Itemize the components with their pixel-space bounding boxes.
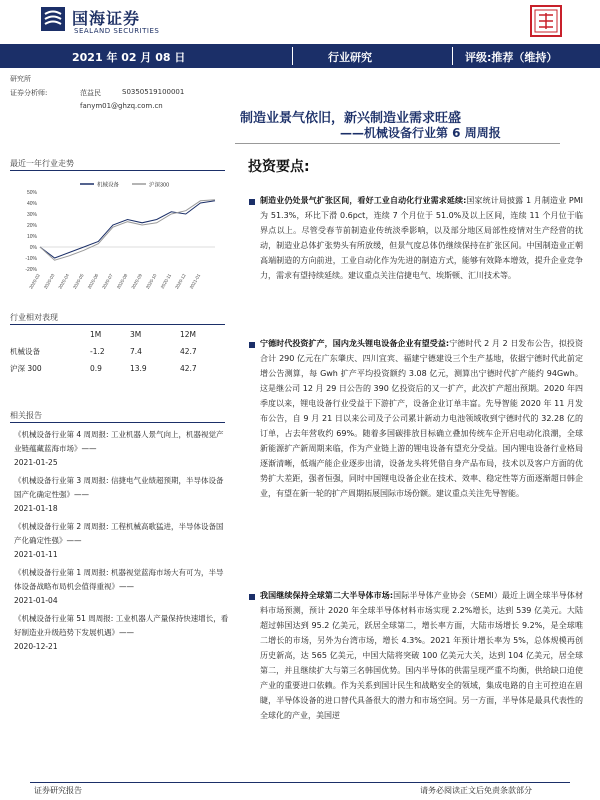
institute-label: 研究所 xyxy=(10,75,31,83)
report-rating: 评级:推荐（维持） xyxy=(465,51,558,64)
x-tick-label: 2020-10 xyxy=(144,273,158,290)
bullet-icon xyxy=(249,594,255,600)
related-report-title: 《机械设备行业第 1 周周报: 机器视觉蓝海市场大有可为，半导体设备战略布局机会值得重视》—— xyxy=(14,568,224,591)
y-tick-label: 10% xyxy=(26,234,37,240)
table-row xyxy=(10,343,225,360)
x-tick-label: 2021-01 xyxy=(188,273,202,290)
y-tick-label: 50% xyxy=(26,190,37,196)
analyst-role-label: 证券分析师: xyxy=(10,89,48,97)
invest-paragraph xyxy=(260,588,583,778)
related-report-date: 2021-01-18 xyxy=(14,504,58,513)
x-tick-label: 2020-05 xyxy=(72,273,85,290)
report-date: 2021 年 02 月 08 日 xyxy=(72,51,186,64)
legend-label: 机械设备 xyxy=(97,182,120,189)
y-tick-label: -10% xyxy=(25,256,37,262)
series-line xyxy=(40,200,215,261)
y-tick-label: 40% xyxy=(26,201,37,207)
table-header-cell: 3M xyxy=(130,330,142,339)
bullet-icon xyxy=(249,199,255,205)
table-cell: 13.9 xyxy=(130,364,147,373)
related-report-date: 2021-01-04 xyxy=(14,596,58,605)
table-header-cell: 12M xyxy=(180,330,197,339)
section-rule xyxy=(10,170,225,171)
related-report-title: 《机械设备行业第 3 周周报: 信捷电气业绩超预期，半导体设备国产化确定性强》—— xyxy=(14,476,224,499)
y-tick-label: 30% xyxy=(26,212,37,218)
related-report-title: 《机械设备行业第 4 周周报: 工业机器人景气向上，机器视觉产业链蕴藏蓝海市场》—— xyxy=(14,430,224,453)
brand-name-cn: 国海证券 xyxy=(72,9,141,28)
section-rule xyxy=(10,324,225,325)
invest-highlights-title: 投资要点: xyxy=(248,159,310,175)
table-cell: -1.2 xyxy=(90,347,105,356)
trend-section-title: 最近一年行业走势 xyxy=(10,159,74,168)
table-cell: 42.7 xyxy=(180,364,197,373)
invest-paragraph xyxy=(260,336,583,501)
paragraph-body: 国际半导体产业协会（SEMI）最近上调全球半导体材料市场预测，预计 2020 年全球半导体材料市场实现 2.2%增长，达到 539 亿美元。大陆超过韩国达到 95.2 亿美元，跃居全球第二，增长率方面，大陆市场增长 9.2%，是全球唯二增长的市场，另外为台湾市场，增长 4.3%。2021 年预计增长率为 5%，总体规模再创历史新高，达 565 亿美元，中国大陆将突破 100 亿美元大关，达到 104 亿美元，居全球第二，并且继续扩大与第三名韩国优势。国内半导体的供需呈现严重不均衡，供给缺口迫使产业的重要进口依赖。作为关系到国计民生和战略安全的领域，集成电路的自主可控迫在眉睫，半导体设备的进口替代具备很大的潜力和市场空间。另一方面，半导体是最具代表性的全球化的产业，美国逆 xyxy=(260,591,583,720)
report-category: 行业研究 xyxy=(328,51,372,64)
paragraph-lead: 制造业仍处景气扩张区间，看好工业自动化行业需求延续: xyxy=(260,196,467,205)
brand-logo-icon xyxy=(40,6,66,32)
header-divider xyxy=(452,47,453,65)
table-cell: 7.4 xyxy=(130,347,142,356)
y-tick-label: 20% xyxy=(26,223,37,229)
related-section-title: 相关报告 xyxy=(10,411,42,420)
table-cell: 42.7 xyxy=(180,347,197,356)
report-subtitle: ——机械设备行业第 6 周周报 xyxy=(340,126,501,140)
series-line xyxy=(40,201,215,258)
title-divider xyxy=(235,143,560,144)
related-report-date: 2021-01-11 xyxy=(14,550,58,559)
related-report-item[interactable] xyxy=(14,612,230,654)
paragraph-lead: 宁德时代投资扩产，国内龙头锂电设备企业有望受益: xyxy=(260,339,450,348)
header-divider xyxy=(292,47,293,65)
legend-label: 沪深300 xyxy=(149,182,170,189)
related-report-item[interactable] xyxy=(14,474,230,516)
performance-section-title: 行业相对表现 xyxy=(10,313,58,322)
invest-paragraph xyxy=(260,193,583,283)
analyst-name: 范益民 xyxy=(80,89,101,97)
footer-left-label: 证券研究报告 xyxy=(34,786,82,795)
table-cell: 沪深 300 xyxy=(10,364,42,373)
table-row xyxy=(10,360,225,377)
performance-table xyxy=(10,326,225,377)
table-header-row xyxy=(10,326,225,343)
related-report-item[interactable] xyxy=(14,520,230,562)
related-report-date: 2020-12-21 xyxy=(14,642,58,651)
footer-disclaimer-note: 请务必阅读正文后免责条款部分 xyxy=(420,786,532,795)
section-rule xyxy=(10,422,225,423)
paragraph-lead: 我国继续保持全球第二大半导体市场: xyxy=(260,591,394,600)
x-tick-label: 2020-04 xyxy=(57,273,71,290)
related-report-date: 2021-01-25 xyxy=(14,458,58,467)
seal-stamp-icon xyxy=(530,5,562,37)
related-report-item[interactable] xyxy=(14,566,230,608)
x-tick-label: 2020-02 xyxy=(28,273,41,290)
x-tick-label: 2020-09 xyxy=(130,273,143,290)
table-header-cell: 表现 xyxy=(10,330,25,339)
x-tick-label: 2020-06 xyxy=(86,273,100,290)
x-tick-label: 2020-12 xyxy=(174,273,187,290)
y-tick-label: -20% xyxy=(25,267,37,273)
footer-rule xyxy=(30,782,570,783)
report-title: 制造业景气依旧，新兴制造业需求旺盛 xyxy=(240,111,462,126)
brand-name-en: SEALAND SECURITIES xyxy=(74,27,160,35)
analyst-cert: S0350519100001 xyxy=(122,88,185,96)
x-tick-label: 2020-07 xyxy=(101,273,114,290)
paragraph-body: 宁德时代 2 月 2 日发布公告，拟投资合计 290 亿元在广东肇庆、四川宜宾、福建宁德建设三个生产基地，依据宁德时代此前定增公告测算，每 Gwh 扩产平均投资额约 3.08 亿元，测算出宁德时代扩产能约 94Gwh。这是继公司 12 月 29 日公告的 390 亿投资后的又一扩产，此次扩产超出预期。2020 年四季度以来，锂电设备行业受益于下游扩产，设备企业订单丰富。先导智能 2020 年 11 月发布公告，自 9 月 21 日以来公司及子公司累计新动力电池领域收到宁德时代的 32.28 亿的订单，占去年营收约 69%。随着多国碳排放目标确立叠加传统车企开启电动化浪潮，全球新能源扩产新周期来临，作为产业链上游的锂电设备有望充分受益。国内锂电设备行业格局逐渐清晰，低端产能企业逐步出清，设备龙头将凭借自身产品布局，技术以及客户方面的优势扩大差距，强者恒强，同时中国锂电设备企业在技术、效率、稳定性等方面逐渐超日韩企业，有望在新一轮的扩产周期拓展国际市场份额。建议重点关注先导智能。 xyxy=(260,339,583,498)
table-cell: 0.9 xyxy=(90,364,102,373)
related-report-item[interactable] xyxy=(14,428,230,470)
x-tick-label: 2020-03 xyxy=(42,273,56,290)
y-tick-label: 0% xyxy=(29,245,37,251)
bullet-icon xyxy=(249,342,255,348)
x-tick-label: 2020-11 xyxy=(159,273,173,290)
paragraph-body: 国家统计局披露 1 月制造业 PMI 为 51.3%，环比下滑 0.6pct，连续 7 个月位于 51.0%及以上区间，连续 11 个月位于临界点以上。尽管受春节前制造业传统淡季影响，以及部分地区局部性疫情对生产经营的扰动，制造业总体扩张势头有所放缓，但景气度总体仍继续保持在扩张区间。中国制造业正朝高端制造的方向前进，工业自动化作为先进的制造方式，能够有效降本增效，提升企业竞争力，需求有望持续延续。建议重点关注信捷电气、埃斯顿、汇川技术等。 xyxy=(260,196,583,280)
table-header-cell: 1M xyxy=(90,330,102,339)
x-tick-label: 2020-08 xyxy=(115,273,129,290)
related-report-title: 《机械设备行业第 2 周周报: 工程机械高歌猛进，半导体设备国产化确定性强》—— xyxy=(14,522,224,545)
trend-line-chart xyxy=(10,174,225,299)
table-cell: 机械设备 xyxy=(10,347,40,356)
related-report-title: 《机械设备行业第 51 周周报: 工业机器人产量保持快速增长，看好制造业升级趋势下发展机遇》—— xyxy=(14,614,229,637)
analyst-email[interactable]: fanym01@ghzq.com.cn xyxy=(80,102,163,110)
